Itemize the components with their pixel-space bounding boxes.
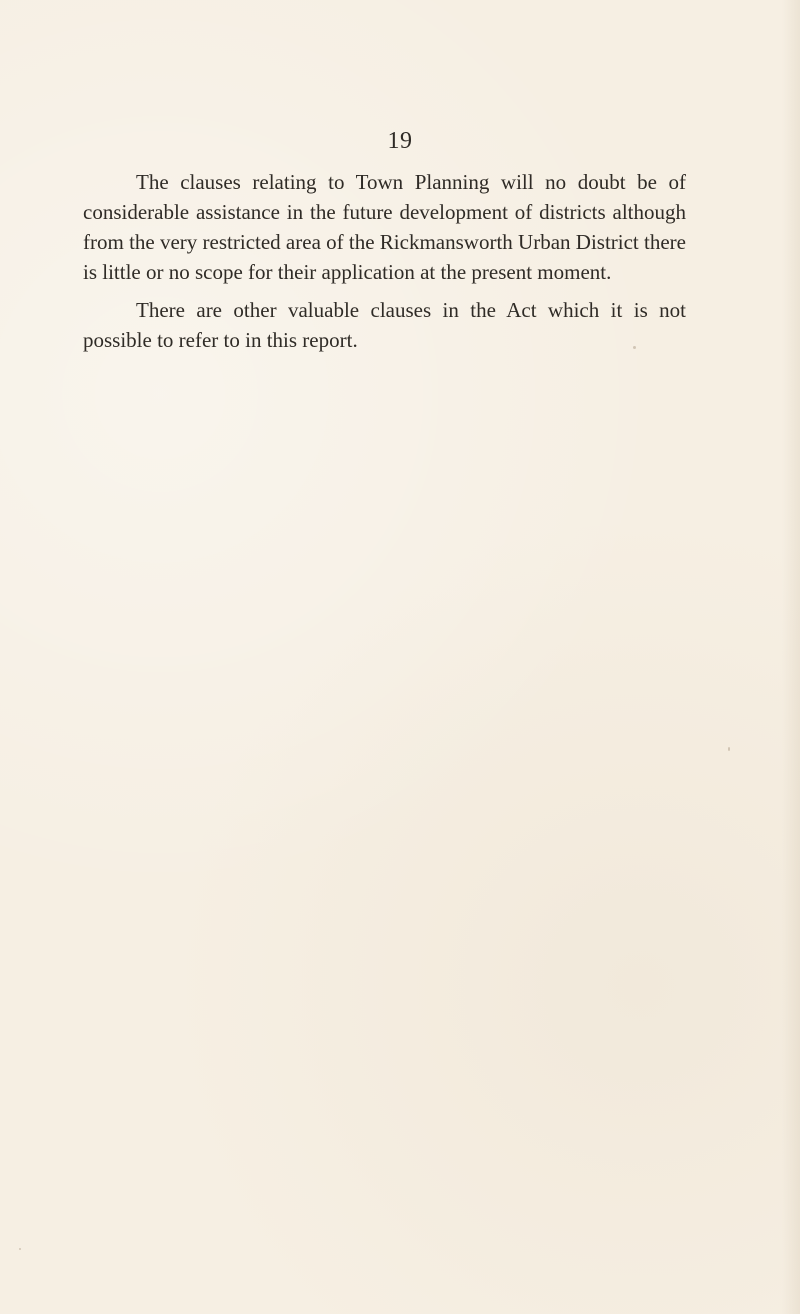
page-edge-shadow xyxy=(782,0,800,1314)
paragraph-town-planning: The clauses relating to Town Planning will no doubt be of considerable assistance in the future development of districts although from the very restricted area of the Rickmansworth Urban District there is little or no scope for their application at the present moment. xyxy=(83,170,686,284)
page-number: 19 xyxy=(387,128,413,154)
paper-speck xyxy=(633,346,636,349)
paragraph-other-clauses: There are other valuable clauses in the Act which it is not possible to refer to in this report. xyxy=(83,298,686,352)
paper-speck xyxy=(728,747,730,751)
paper-speck xyxy=(19,1248,21,1250)
body-text xyxy=(83,167,686,355)
